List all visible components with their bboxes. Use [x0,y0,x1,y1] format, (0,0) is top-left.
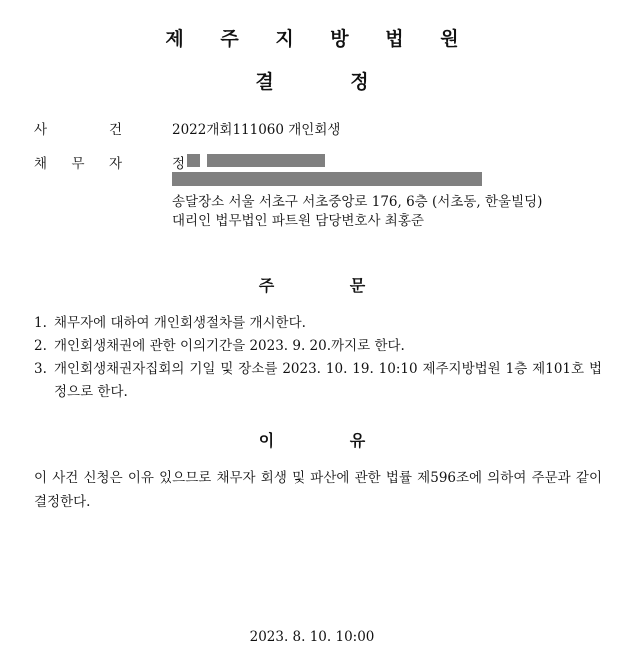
decision-date: 2023. 8. 10. 10:00 [249,629,375,645]
debtor-label [34,152,122,172]
legal-agent: 대리인 법무법인 파트원 담당변호사 최홍준 [172,213,424,229]
order-item-text: 개인회생채권자집회의 기일 및 장소를 2023. 10. 19. 10:10 제주지방법원 1층 제101호 법정으로 한다. [54,361,602,400]
debtor-label-char-1: 채 [34,156,48,172]
order-item [34,335,602,358]
redacted-name [187,154,200,167]
reason-text: 이 사건 신청은 이유 있으므로 채무자 회생 및 파산에 관한 법률 제596조에 의하여 주문과 같이 결정한다. [34,470,602,510]
document-title: 결 정 [255,71,369,93]
debtor-label-char-3: 자 [108,156,122,172]
case-label-char-1: 사 [34,122,48,138]
debtor-name-prefix: 정 [172,156,186,172]
debtor-label-char-2: 무 [71,156,85,172]
case-label [34,118,122,138]
order-item-number: 1. [34,315,47,331]
case-label-char-2: 건 [108,122,122,138]
order-item-text: 개인회생채권에 관한 이의기간을 2023. 9. 20.까지로 한다. [54,338,405,354]
order-item-text: 채무자에 대하여 개인회생절차를 개시한다. [54,315,306,331]
order-item-number: 3. [34,361,47,377]
order-item [34,358,602,404]
redacted-address [172,172,482,186]
order-item-number: 2. [34,338,47,354]
order-item [34,312,602,335]
case-number: 2022개회111060 개인회생 [172,122,341,138]
court-name: 제 주 지 방 법 원 [165,28,474,50]
reason-heading: 이 유 [258,431,366,450]
service-address: 송달장소 서울 서초구 서초중앙로 176, 6층 (서초동, 한울빌딩) [172,194,543,210]
order-heading: 주 문 [258,276,366,295]
redacted-id [207,154,325,167]
